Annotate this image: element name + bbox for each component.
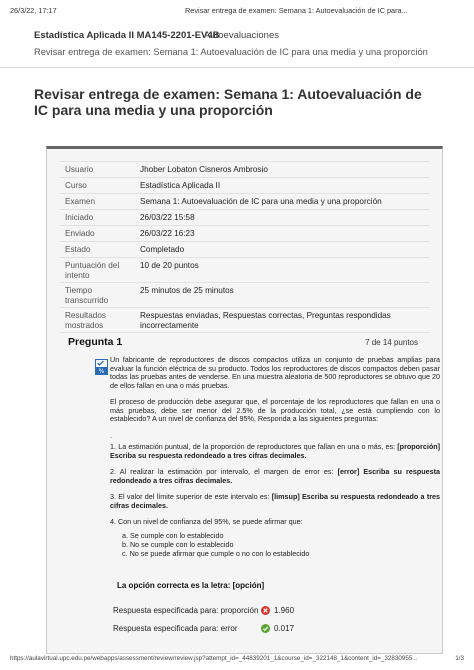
print-page-number: 1/3 xyxy=(455,655,464,662)
print-header xyxy=(10,6,464,18)
summary-label: Iniciado xyxy=(65,213,94,222)
summary-row-iniciado xyxy=(60,210,430,226)
question-paragraph: Un fabricante de reproductores de discos compactos utiliza un conjunto de pruebas amplias para evaluar la función eléctrica de su producto. Todos los reproductores de discos compactos deben pasar todas las pruebas antes de venderse. En una muestra aleatoria de 500 reproductores se obtuvo que 20 de ellos fallan en una o más pruebas. xyxy=(110,355,440,390)
question-item-3 xyxy=(110,493,440,510)
summary-label: Enviado xyxy=(65,229,95,238)
question-paragraph: El proceso de producción debe asegurar que, el porcentaje de los reproductores que fallan en una o más pruebas, debe ser menor del 2.5% de la producción total, ¿se está cumpliendo con lo establecido? A un nivel de confianza del 95%. Responda a las siguientes preguntas: xyxy=(110,397,440,423)
summary-row-enviado xyxy=(60,226,430,242)
response-label-error: Respuesta especificada para: error xyxy=(113,624,238,633)
summary-value: Semana 1: Autoevaluación de IC para una media y una proporción xyxy=(140,197,382,206)
breadcrumb: Revisar entrega de examen: Semana 1: Autoevaluación de IC para una media y una proporción xyxy=(34,47,428,57)
summary-value: 26/03/22 16:23 xyxy=(140,229,195,238)
separator-dot: . xyxy=(110,430,112,440)
print-url: https://aulavirtual.upc.edu.pe/webapps/assessment/review/review.jsp?attempt_id=_44839201_1&course_id=_322148_1&content_id=_32830955... xyxy=(10,655,418,662)
summary-label: Resultados mostrados xyxy=(65,311,106,330)
print-datetime: 26/3/22, 17:17 xyxy=(10,6,57,15)
summary-value: Estadística Aplicada II xyxy=(140,181,221,190)
correct-icon xyxy=(261,624,270,633)
item-text: 2. Al realizar la estimación por intervalo, el margen de error es: xyxy=(110,467,334,476)
summary-row-tiempo xyxy=(60,283,430,308)
item-instruction: [limsup] Escriba su respuesta redondeado a tres cifras decimales. xyxy=(110,492,441,510)
summary-label: Curso xyxy=(65,181,87,190)
response-value-error: 0.017 xyxy=(274,624,295,633)
response-value-proporcion: 1.960 xyxy=(274,606,295,615)
item-text: 1. La estimación puntual, de la proporción de reproductores que fallan en una o más, es: xyxy=(110,442,396,451)
attempt-summary xyxy=(60,161,430,333)
summary-row-resultados xyxy=(60,308,430,333)
question-header xyxy=(60,334,430,354)
option-a: a. Se cumple con lo establecido xyxy=(122,530,224,540)
page-title: Revisar entrega de examen: Semana 1: Autoevaluación de IC para una media y una proporción xyxy=(34,86,422,118)
response-label-proporcion: Respuesta especificada para: proporción xyxy=(113,606,259,615)
item-instruction: [proporción] Escriba su respuesta redondeado a tres cifras decimales. xyxy=(110,442,440,460)
summary-value: 10 de 20 puntos xyxy=(140,261,199,270)
option-b: b. No se cumple con lo establecido xyxy=(122,539,234,549)
summary-value: 25 minutos de 25 minutos xyxy=(140,286,234,295)
question-title: Pregunta 1 xyxy=(68,336,123,348)
question-item-4: 4. Con un nivel de confianza del 95%, se puede afirmar que: xyxy=(110,517,303,526)
summary-value: Jhober Lobaton Cisneros Ambrosio xyxy=(140,165,268,174)
course-link[interactable]: Estadística Aplicada II MA145-2201-EV4B xyxy=(34,30,220,41)
question-item-2 xyxy=(110,468,440,485)
incorrect-icon xyxy=(261,606,270,615)
summary-label: Examen xyxy=(65,197,96,206)
summary-row-curso xyxy=(60,178,430,194)
option-list xyxy=(122,531,440,558)
question-item-1 xyxy=(110,443,440,460)
question-points: 7 de 14 puntos xyxy=(365,338,418,347)
course-bar xyxy=(34,30,454,41)
summary-label: Puntuación del intento xyxy=(65,261,120,280)
item-text: 3. El valor del límite superior de este intervalo es: xyxy=(110,492,270,501)
summary-label: Tiempo transcurrido xyxy=(65,286,109,305)
print-title: Revisar entrega de examen: Semana 1: Autoevaluación de IC para... xyxy=(185,6,408,15)
summary-value: 26/03/22 15:58 xyxy=(140,213,195,222)
item-instruction: [error] Escriba su respuesta redondeado a tres cifras decimales. xyxy=(110,467,441,485)
summary-label: Estado xyxy=(65,245,91,254)
summary-label: Usuario xyxy=(65,165,94,174)
summary-row-puntuacion xyxy=(60,258,430,283)
summary-row-usuario xyxy=(60,162,430,178)
summary-row-examen xyxy=(60,194,430,210)
summary-row-estado xyxy=(60,242,430,258)
svg-text:%: % xyxy=(98,368,105,375)
answer-prompt: La opción correcta es la letra: [opción] xyxy=(117,581,265,590)
option-c: c. No se puede afirmar que cumple o no con lo establecido xyxy=(122,548,310,558)
summary-value: Completado xyxy=(140,245,185,254)
partial-credit-icon xyxy=(95,359,108,375)
section-link[interactable]: Autoevaluaciones xyxy=(204,30,279,41)
summary-value: Respuestas enviadas, Respuestas correctas, Preguntas respondidas incorrectamente xyxy=(140,311,391,330)
header-divider xyxy=(0,67,474,68)
question-body xyxy=(110,356,440,558)
